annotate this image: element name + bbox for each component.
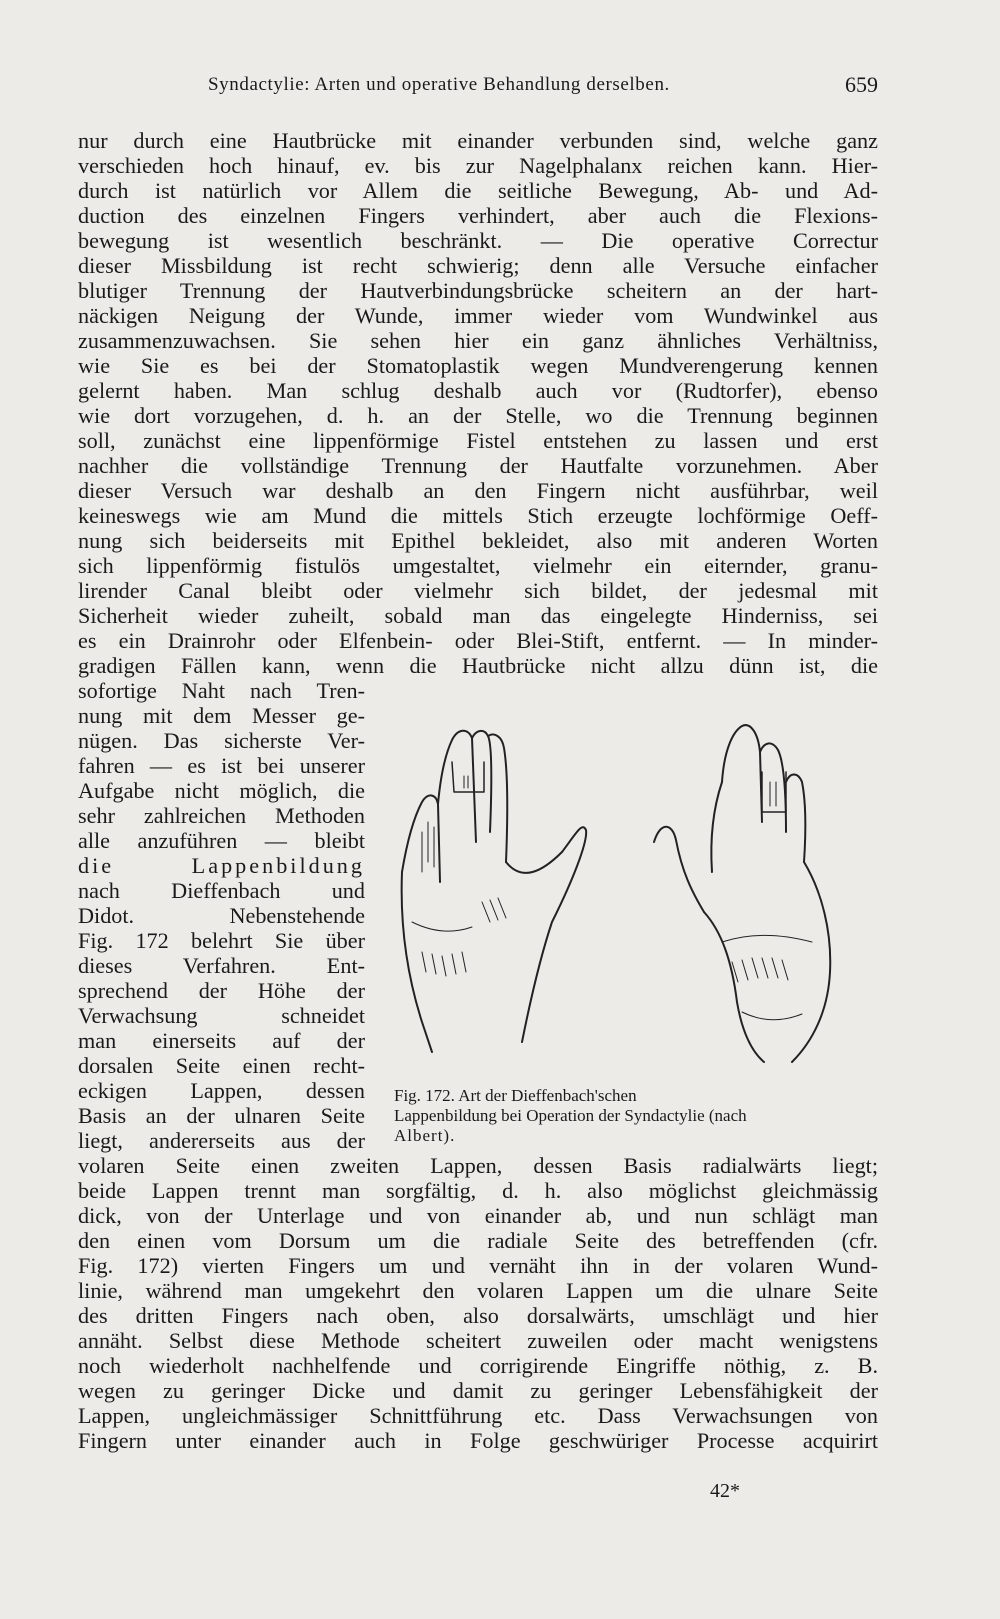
- text-line: näckigen Neigung der Wunde, immer wieder vom Wundwinkel aus: [78, 303, 878, 328]
- text-line: nung mit dem Messer ge-: [78, 703, 365, 728]
- text-line: Basis an der ulnaren Seite: [78, 1103, 365, 1128]
- text-line: Aufgabe nicht möglich, die: [78, 778, 365, 803]
- text-line: annäht. Selbst diese Methode scheitert zuweilen oder macht wenigstens: [78, 1328, 878, 1353]
- hand-illustration: [392, 722, 882, 1082]
- text-line: des dritten Fingers nach oben, also dorsalwärts, umschlägt und hier: [78, 1303, 878, 1328]
- text-line: dieser Missbildung ist recht schwierig; denn alle Versuche einfacher: [78, 253, 878, 278]
- figure-caption-line: Lappenbildung bei Operation der Syndactylie (nach: [394, 1106, 747, 1125]
- text-line: den einen vom Dorsum um die radiale Seite des betreffenden (cfr.: [78, 1228, 878, 1253]
- text-line: Fig. 172) vierten Fingers um und vernäht ihn in der volaren Wund-: [78, 1253, 878, 1278]
- text-line: linie, während man umgekehrt den volaren Lappen um die ulnare Seite: [78, 1278, 878, 1303]
- left-hand: [402, 731, 587, 1052]
- text-line: duction des einzelnen Fingers verhindert, aber auch die Flexions-: [78, 203, 878, 228]
- text-line: fahren — es ist bei unserer: [78, 753, 365, 778]
- text-line: zusammenzuwachsen. Sie sehen hier ein ganz ähnliches Verhältniss,: [78, 328, 878, 353]
- page-number: 659: [845, 72, 878, 97]
- text-line: dieses Verfahren. Ent-: [78, 953, 365, 978]
- text-line: nachher die vollständige Trennung der Hautfalte vorzunehmen. Aber: [78, 453, 878, 478]
- text-line: wegen zu geringer Dicke und damit zu geringer Lebensfähigkeit der: [78, 1378, 878, 1403]
- right-hand: [654, 725, 830, 1062]
- text-line: volaren Seite einen zweiten Lappen, dessen Basis radialwärts liegt;: [78, 1153, 878, 1178]
- text-line: Sicherheit wieder zuheilt, sobald man das eingelegte Hinderniss, sei: [78, 603, 878, 628]
- hand-drawing-svg: [392, 722, 882, 1082]
- text-line: wie dort vorzugehen, d. h. an der Stelle, wo die Trennung beginnen: [78, 403, 878, 428]
- text-line: alle anzuführen — bleibt: [78, 828, 365, 853]
- text-line: eckigen Lappen, dessen: [78, 1078, 365, 1103]
- figure-caption-line: Fig. 172. Art der Dieffenbach'schen: [394, 1086, 637, 1105]
- text-line: gelernt haben. Man schlug deshalb auch vor (Rudtorfer), ebenso: [78, 378, 878, 403]
- header-title: Syndactylie: Arten und operative Behandlung derselben.: [208, 74, 670, 95]
- sheet-signature: 42*: [710, 1480, 740, 1502]
- text-line: wie Sie es bei der Stomatoplastik wegen Mundverengerung kennen: [78, 353, 878, 378]
- text-line: dorsalen Seite einen recht-: [78, 1053, 365, 1078]
- text-line: liegt, andererseits aus der: [78, 1128, 365, 1153]
- text-line: beide Lappen trennt man sorgfältig, d. h. also möglichst gleichmässig: [78, 1178, 878, 1203]
- text-line: Verwachsung schneidet: [78, 1003, 365, 1028]
- text-line: nur durch eine Hautbrücke mit einander verbunden sind, welche ganz: [78, 128, 878, 153]
- text-line: nung sich beiderseits mit Epithel bekleidet, also mit anderen Worten: [78, 528, 878, 553]
- text-line: keineswegs wie am Mund die mittels Stich erzeugte lochförmige Oeff-: [78, 503, 878, 528]
- text-line: Fingern unter einander auch in Folge geschwüriger Processe acquirirt: [78, 1428, 878, 1453]
- text-line: durch ist natürlich vor Allem die seitliche Bewegung, Ab- und Ad-: [78, 178, 878, 203]
- text-line: dick, von der Unterlage und von einander ab, und nun schlägt man: [78, 1203, 878, 1228]
- text-line: soll, zunächst eine lippenförmige Fistel entstehen zu lassen und erst: [78, 428, 878, 453]
- text-line: gradigen Fällen kann, wenn die Hautbrücke nicht allzu dünn ist, die: [78, 653, 878, 678]
- text-line: Lappen, ungleichmässiger Schnittführung etc. Dass Verwachsungen von: [78, 1403, 878, 1428]
- text-line: sofortige Naht nach Tren-: [78, 678, 365, 703]
- text-line: nach Dieffenbach und: [78, 878, 365, 903]
- text-line: Didot. Nebenstehende: [78, 903, 365, 928]
- text-line: verschieden hoch hinauf, ev. bis zur Nagelphalanx reichen kann. Hier-: [78, 153, 878, 178]
- text-line: sich lippenförmig fistulös umgestaltet, vielmehr ein eiternder, granu-: [78, 553, 878, 578]
- figure-caption-line: Albert).: [394, 1126, 456, 1145]
- running-header: [78, 68, 878, 102]
- text-line: man einerseits auf der: [78, 1028, 365, 1053]
- text-line: es ein Drainrohr oder Elfenbein- oder Blei-Stift, entfernt. — In minder-: [78, 628, 878, 653]
- text-line: lirender Canal bleibt oder vielmehr sich bildet, der jedesmal mit: [78, 578, 878, 603]
- text-line: sprechend der Höhe der: [78, 978, 365, 1003]
- text-line: sehr zahlreichen Methoden: [78, 803, 365, 828]
- text-line: dieser Versuch war deshalb an den Fingern nicht ausführbar, weil: [78, 478, 878, 503]
- text-line: die Lappenbildung: [78, 853, 365, 878]
- text-line: nügen. Das sicherste Ver-: [78, 728, 365, 753]
- text-line: blutiger Trennung der Hautverbindungsbrücke scheitern an der hart-: [78, 278, 878, 303]
- text-line: Fig. 172 belehrt Sie über: [78, 928, 365, 953]
- text-line: noch wiederholt nachhelfende und corrigirende Eingriffe nöthig, z. B.: [78, 1353, 878, 1378]
- text-line: bewegung ist wesentlich beschränkt. — Die operative Correctur: [78, 228, 878, 253]
